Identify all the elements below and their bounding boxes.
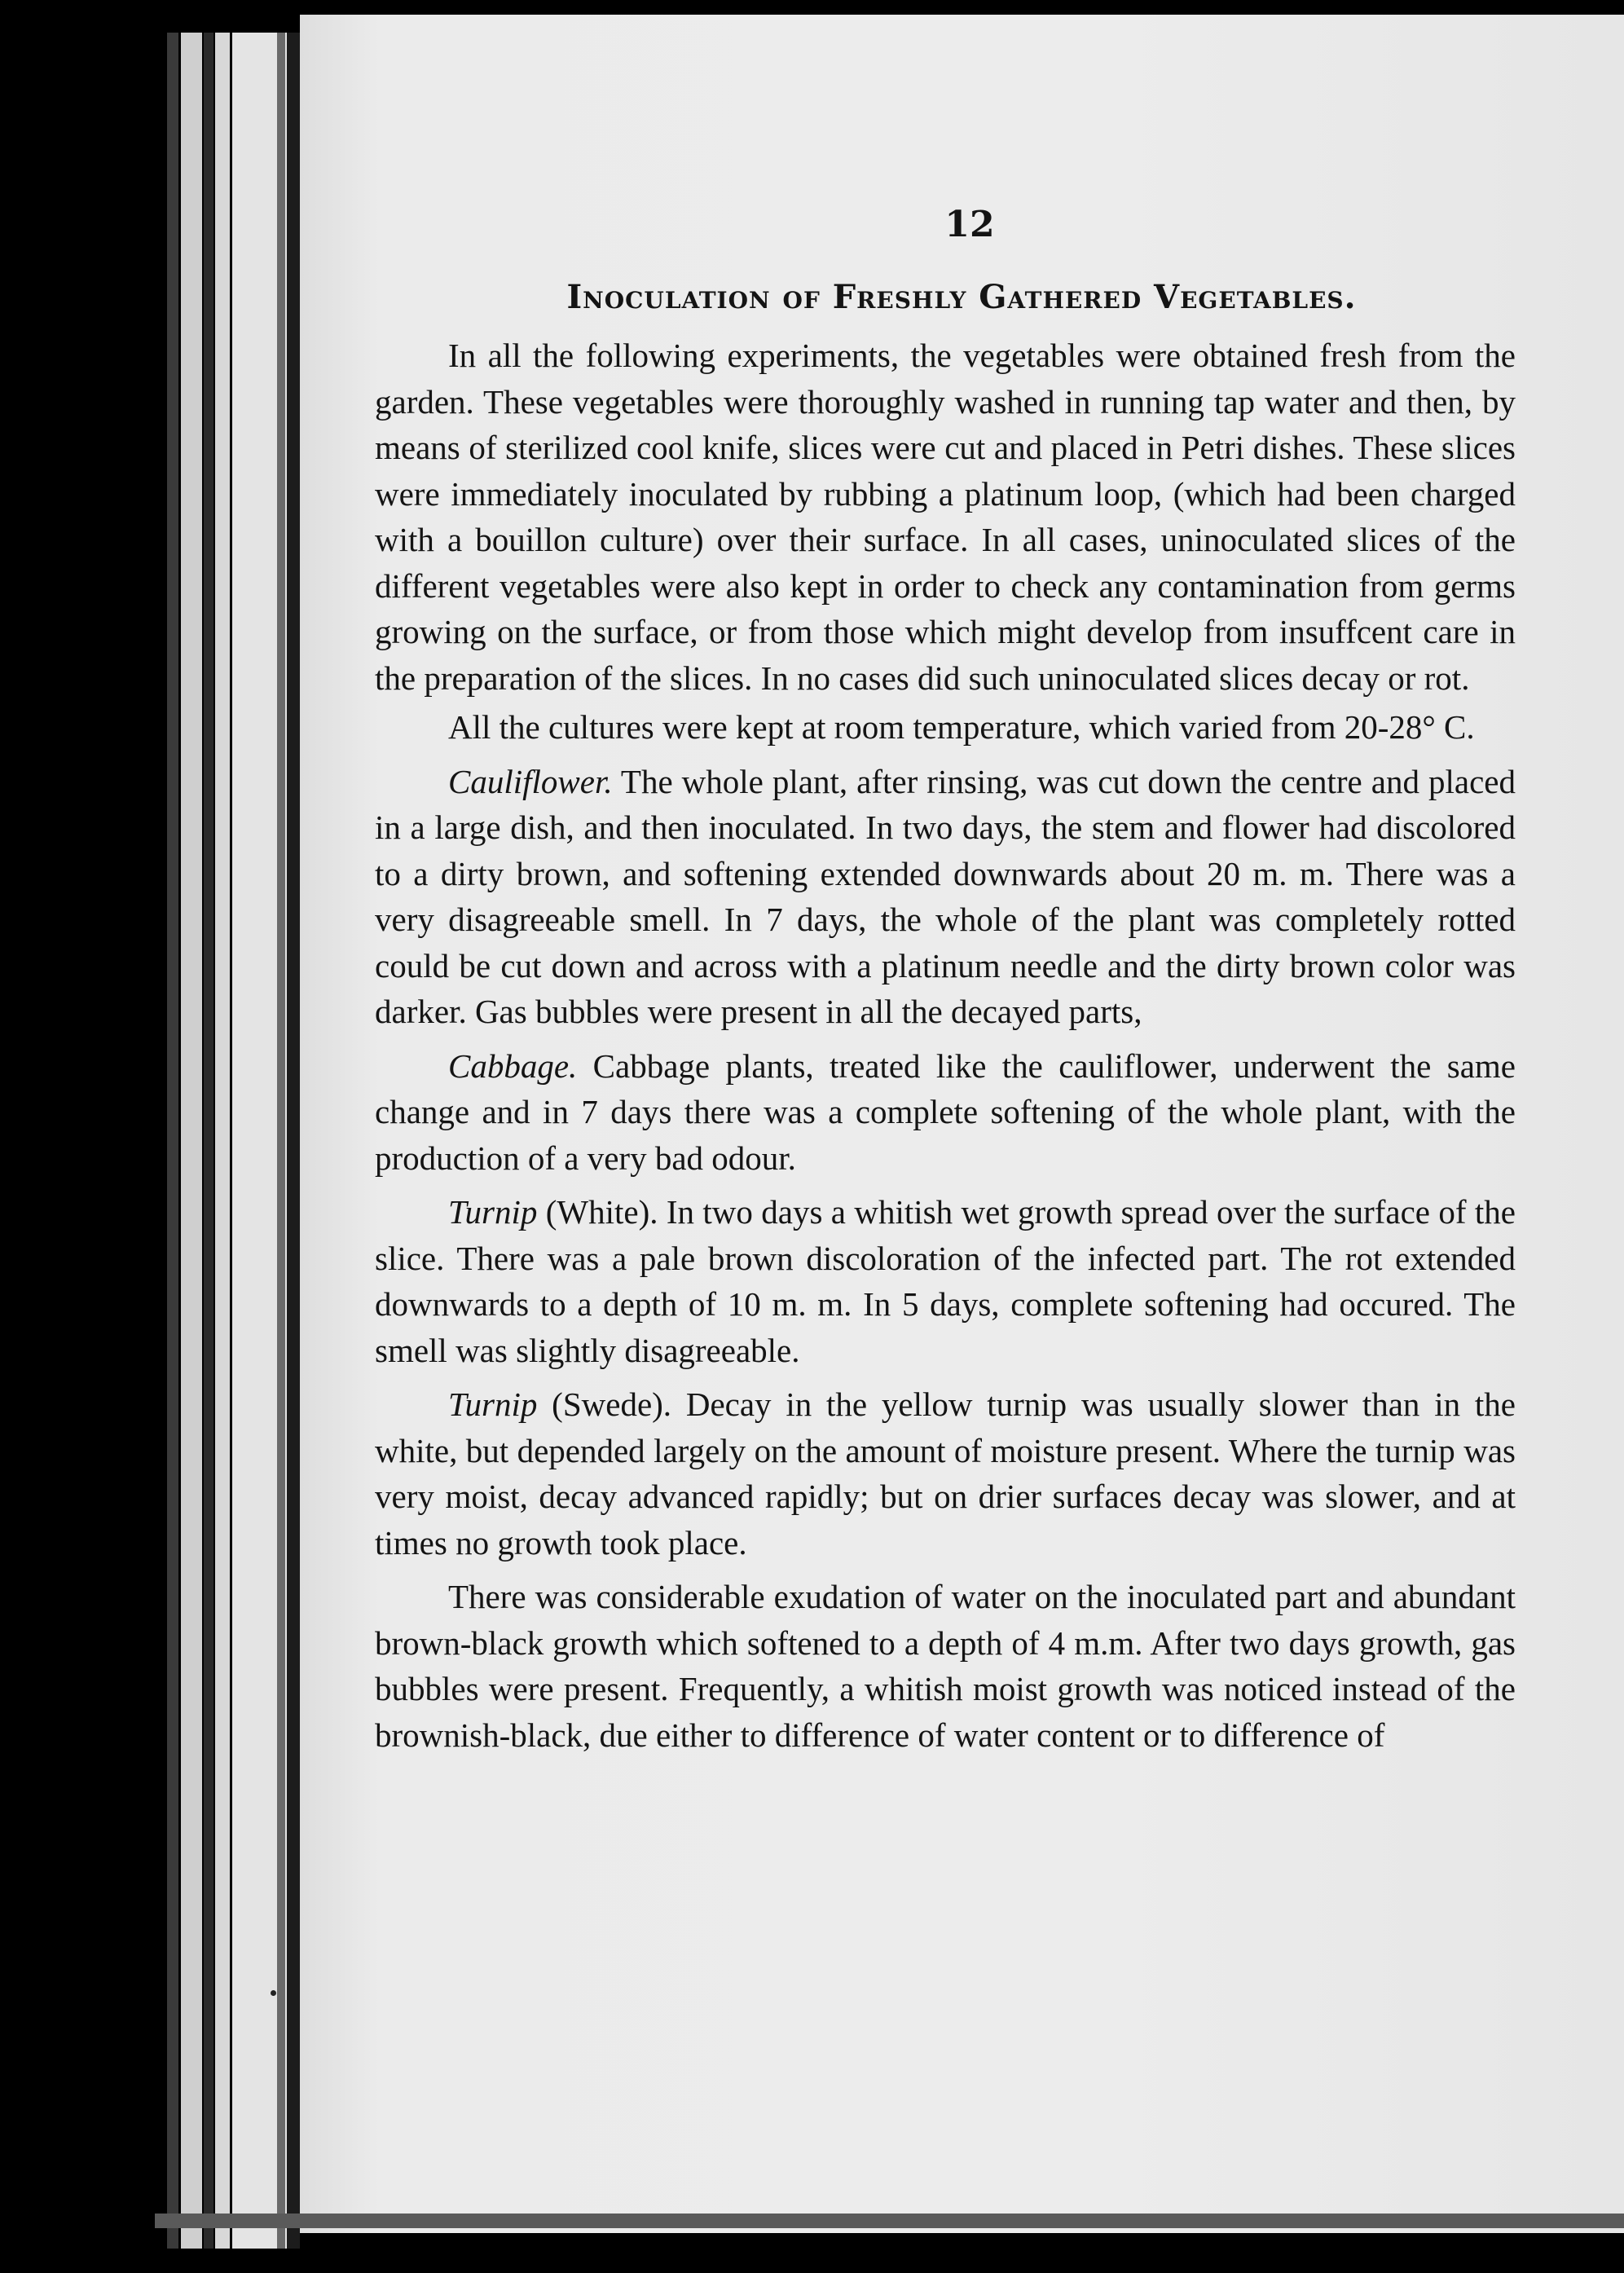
paragraph-text: In all the following experiments, the vegetables were obtained fresh from the garden. These vegetables were thoroughly washed in running tap water and then, by means of sterilized cool knife, slices were cut and placed in Petri dishes. These slices were immediately inoculated by rubbing a platinum loop, (which had been charged with a bouillon culture) over their surface. In all cases, uninoculated slices of the different vegetables were also kept in order to check any contamination from germs growing on the surface, or from those which might develop from insuffcent care in the preparation of the slices. In no cases did such uninoculated slices decay or rot. <box>375 337 1516 697</box>
binding-stripe <box>287 33 300 2249</box>
page-number: 12 <box>944 204 995 245</box>
paragraph-intro <box>375 333 1516 701</box>
paragraph-text: Cabbage plants, treated like the cauliflower, underwent the same change and in 7 days there was a complete softening of the whole plant, with the production of a very bad odour. <box>375 1046 1516 1177</box>
paragraph-exudation <box>375 1574 1516 1758</box>
paragraph-label: Turnip <box>448 1193 538 1231</box>
binding-stripe <box>204 33 213 2249</box>
page-bottom-edge <box>155 2214 1624 2228</box>
binding-stripe <box>215 33 230 2249</box>
binding-stripe <box>167 33 178 2249</box>
binding-stripe <box>181 33 202 2249</box>
paragraph-label: Turnip <box>448 1385 538 1423</box>
paragraph-text: (White). In two days a whitish wet growth spread over the surface of the slice. There was a pale brown discoloration of the infected part. The rot extended downwards to a depth of 10 m. m. In 5 days, complete softening had occured. The smell was slightly disagreeable. <box>375 1193 1516 1369</box>
margin-mark <box>271 1990 276 1996</box>
paragraph-turnip-swede <box>375 1381 1516 1566</box>
paragraph-turnip-white <box>375 1189 1516 1373</box>
paragraph-label: Cauliflower. <box>448 762 613 800</box>
binding-stripe <box>277 33 285 2249</box>
section-heading: Inoculation of Freshly Gathered Vegetables. <box>566 278 1357 316</box>
paragraph-temperature <box>375 704 1516 751</box>
paragraph-text: There was considerable exudation of water on the inoculated part and abundant brown-black growth which softened to a depth of 4 m.m. After two days growth, gas bubbles were present. Frequently, a whitish moist growth was noticed instead of the brownish-black, due either to difference of water content or to difference of <box>375 1578 1516 1754</box>
page-content <box>375 204 1516 1766</box>
paragraph-cauliflower <box>375 759 1516 1035</box>
paragraph-cabbage <box>375 1043 1516 1182</box>
paragraph-label: Cabbage. <box>448 1046 578 1085</box>
paragraph-text: The whole plant, after rinsing, was cut down the centre and placed in a large dish, and then inoculated. In two days, the stem and flower had discolored to a dirty brown, and softening extended downwards about 20 m. m. There was a very disagreeable smell. In 7 days, the whole of the plant was completely rotted could be cut down and across with a platinum needle and the dirty brown color was darker. Gas bubbles were present in all the decayed parts, <box>375 762 1516 1030</box>
paragraph-text: All the cultures were kept at room temperature, which varied from 20-28° C. <box>448 708 1475 746</box>
paragraph-text: (Swede). Decay in the yellow turnip was usually slower than in the white, but depended largely on the amount of moisture present. Where the turnip was very moist, decay advanced rapidly; but on drier surfaces decay was slower, and at times no growth took place. <box>375 1385 1516 1562</box>
